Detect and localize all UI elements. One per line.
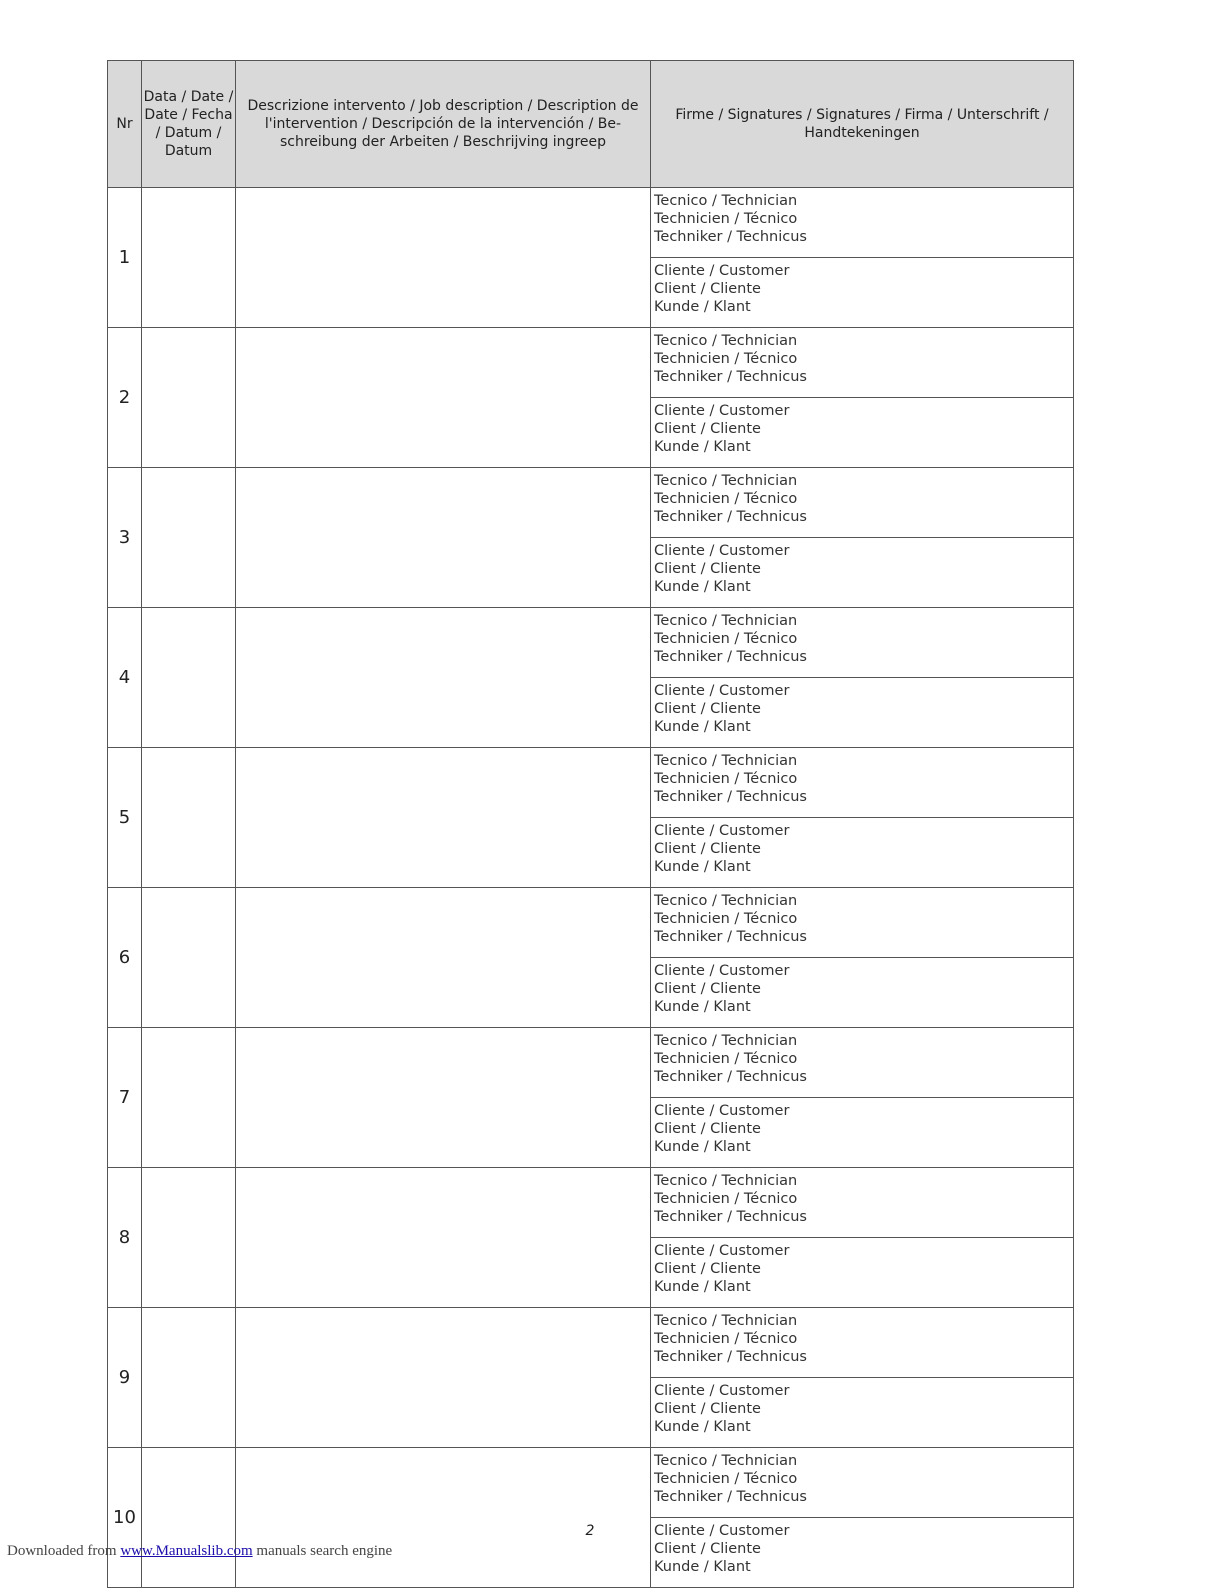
technician-label: Technicien / Técnico [654,911,798,927]
description-cell[interactable] [236,1308,651,1448]
customer-label: Client / Cliente [654,1121,761,1137]
customer-signature-cell[interactable] [651,1238,1074,1308]
header-description: Descrizione intervento / Job description / Description de l'intervention / Descripción de la intervención / Be- schreibung der Arbeiten / Beschrijving ingreep [236,61,651,188]
technician-label: Tecnico / Technician [654,1313,798,1329]
table-row [108,608,1074,678]
footer-suffix: manuals search engine [256,1543,393,1559]
technician-label: Tecnico / Technician [654,1173,798,1189]
customer-label: Client / Cliente [654,1541,761,1557]
technician-signature-cell[interactable] [651,1028,1074,1098]
customer-label: Client / Cliente [654,1261,761,1277]
date-cell[interactable] [142,188,236,328]
date-cell[interactable] [142,608,236,748]
date-cell[interactable] [142,1168,236,1308]
customer-signature-cell[interactable] [651,1378,1074,1448]
row-number: 10 [108,1448,142,1588]
customer-label: Kunde / Klant [654,299,751,315]
technician-label: Techniker / Technicus [654,369,807,385]
technician-signature-cell[interactable] [651,188,1074,258]
technician-label: Technicien / Técnico [654,1191,798,1207]
customer-label: Cliente / Customer [654,1383,790,1399]
customer-label: Cliente / Customer [654,963,790,979]
row-number: 5 [108,748,142,888]
table-row [108,328,1074,398]
description-cell[interactable] [236,468,651,608]
table-row [108,748,1074,818]
table-row [108,1448,1074,1518]
customer-label: Cliente / Customer [654,823,790,839]
customer-signature-cell[interactable] [651,258,1074,328]
description-cell[interactable] [236,188,651,328]
customer-label: Kunde / Klant [654,719,751,735]
customer-signature-cell[interactable] [651,958,1074,1028]
customer-label: Kunde / Klant [654,859,751,875]
technician-label: Technicien / Técnico [654,1051,798,1067]
description-cell[interactable] [236,1448,651,1588]
technician-signature-cell[interactable] [651,1308,1074,1378]
technician-label: Techniker / Technicus [654,649,807,665]
technician-signature-cell[interactable] [651,328,1074,398]
customer-signature-cell[interactable] [651,538,1074,608]
technician-label: Technicien / Técnico [654,351,798,367]
footer-prefix: Downloaded from [7,1543,117,1559]
customer-label: Client / Cliente [654,701,761,717]
customer-label: Cliente / Customer [654,403,790,419]
customer-signature-cell[interactable] [651,678,1074,748]
technician-label: Technicien / Técnico [654,211,798,227]
technician-label: Technicien / Técnico [654,1471,798,1487]
description-cell[interactable] [236,1168,651,1308]
customer-label: Kunde / Klant [654,1139,751,1155]
technician-signature-cell[interactable] [651,1448,1074,1518]
technician-label: Technicien / Técnico [654,1331,798,1347]
header-signatures: Firme / Signatures / Signatures / Firma / Unterschrift / Handtekeningen [651,61,1074,188]
customer-label: Client / Cliente [654,1401,761,1417]
customer-signature-cell[interactable] [651,398,1074,468]
date-cell[interactable] [142,328,236,468]
description-cell[interactable] [236,748,651,888]
date-cell[interactable] [142,888,236,1028]
technician-label: Techniker / Technicus [654,1209,807,1225]
technician-signature-cell[interactable] [651,1168,1074,1238]
technician-signature-cell[interactable] [651,468,1074,538]
technician-label: Tecnico / Technician [654,1453,798,1469]
date-cell[interactable] [142,468,236,608]
technician-label: Technicien / Técnico [654,491,798,507]
intervention-log-table [107,60,1074,1588]
date-cell[interactable] [142,748,236,888]
row-number: 8 [108,1168,142,1308]
row-number: 7 [108,1028,142,1168]
customer-label: Kunde / Klant [654,999,751,1015]
row-number: 4 [108,608,142,748]
customer-label: Kunde / Klant [654,579,751,595]
technician-label: Techniker / Technicus [654,929,807,945]
technician-label: Tecnico / Technician [654,753,798,769]
technician-label: Tecnico / Technician [654,613,798,629]
technician-label: Tecnico / Technician [654,473,798,489]
technician-label: Technicien / Técnico [654,631,798,647]
description-cell[interactable] [236,888,651,1028]
table-row [108,1168,1074,1238]
technician-label: Techniker / Technicus [654,1489,807,1505]
table-row [108,888,1074,958]
customer-label: Kunde / Klant [654,1559,751,1575]
customer-label: Client / Cliente [654,981,761,997]
technician-label: Techniker / Technicus [654,789,807,805]
description-cell[interactable] [236,608,651,748]
description-cell[interactable] [236,328,651,468]
customer-signature-cell[interactable] [651,818,1074,888]
technician-label: Tecnico / Technician [654,893,798,909]
technician-label: Techniker / Technicus [654,1349,807,1365]
technician-label: Technicien / Técnico [654,771,798,787]
technician-signature-cell[interactable] [651,608,1074,678]
customer-signature-cell[interactable] [651,1098,1074,1168]
manualslib-link[interactable]: www.Manualslib.com [120,1543,253,1559]
table-row [108,1308,1074,1378]
date-cell[interactable] [142,1028,236,1168]
technician-label: Techniker / Technicus [654,509,807,525]
row-number: 1 [108,188,142,328]
row-number: 6 [108,888,142,1028]
header-date: Data / Date / Date / Fecha / Datum / Datum [142,61,236,188]
download-footer [7,1543,392,1560]
technician-label: Tecnico / Technician [654,333,798,349]
row-number: 9 [108,1308,142,1448]
customer-label: Kunde / Klant [654,1419,751,1435]
description-cell[interactable] [236,1028,651,1168]
table-row [108,468,1074,538]
technician-signature-cell[interactable] [651,888,1074,958]
technician-label: Tecnico / Technician [654,1033,798,1049]
table-row [108,1028,1074,1098]
customer-label: Client / Cliente [654,421,761,437]
customer-label: Kunde / Klant [654,439,751,455]
customer-label: Cliente / Customer [654,683,790,699]
technician-label: Tecnico / Technician [654,193,798,209]
date-cell[interactable] [142,1448,236,1588]
technician-signature-cell[interactable] [651,748,1074,818]
technician-label: Techniker / Technicus [654,1069,807,1085]
table-row [108,188,1074,258]
customer-label: Client / Cliente [654,841,761,857]
row-number: 3 [108,468,142,608]
customer-label: Kunde / Klant [654,1279,751,1295]
page-number: 2 [585,1523,595,1539]
header-row [108,61,1074,188]
customer-label: Cliente / Customer [654,1523,790,1539]
technician-label: Techniker / Technicus [654,229,807,245]
log-body [108,188,1074,1588]
customer-label: Cliente / Customer [654,543,790,559]
customer-label: Client / Cliente [654,561,761,577]
customer-label: Client / Cliente [654,281,761,297]
customer-label: Cliente / Customer [654,263,790,279]
header-nr: Nr [108,61,142,188]
customer-label: Cliente / Customer [654,1243,790,1259]
row-number: 2 [108,328,142,468]
date-cell[interactable] [142,1308,236,1448]
customer-label: Cliente / Customer [654,1103,790,1119]
